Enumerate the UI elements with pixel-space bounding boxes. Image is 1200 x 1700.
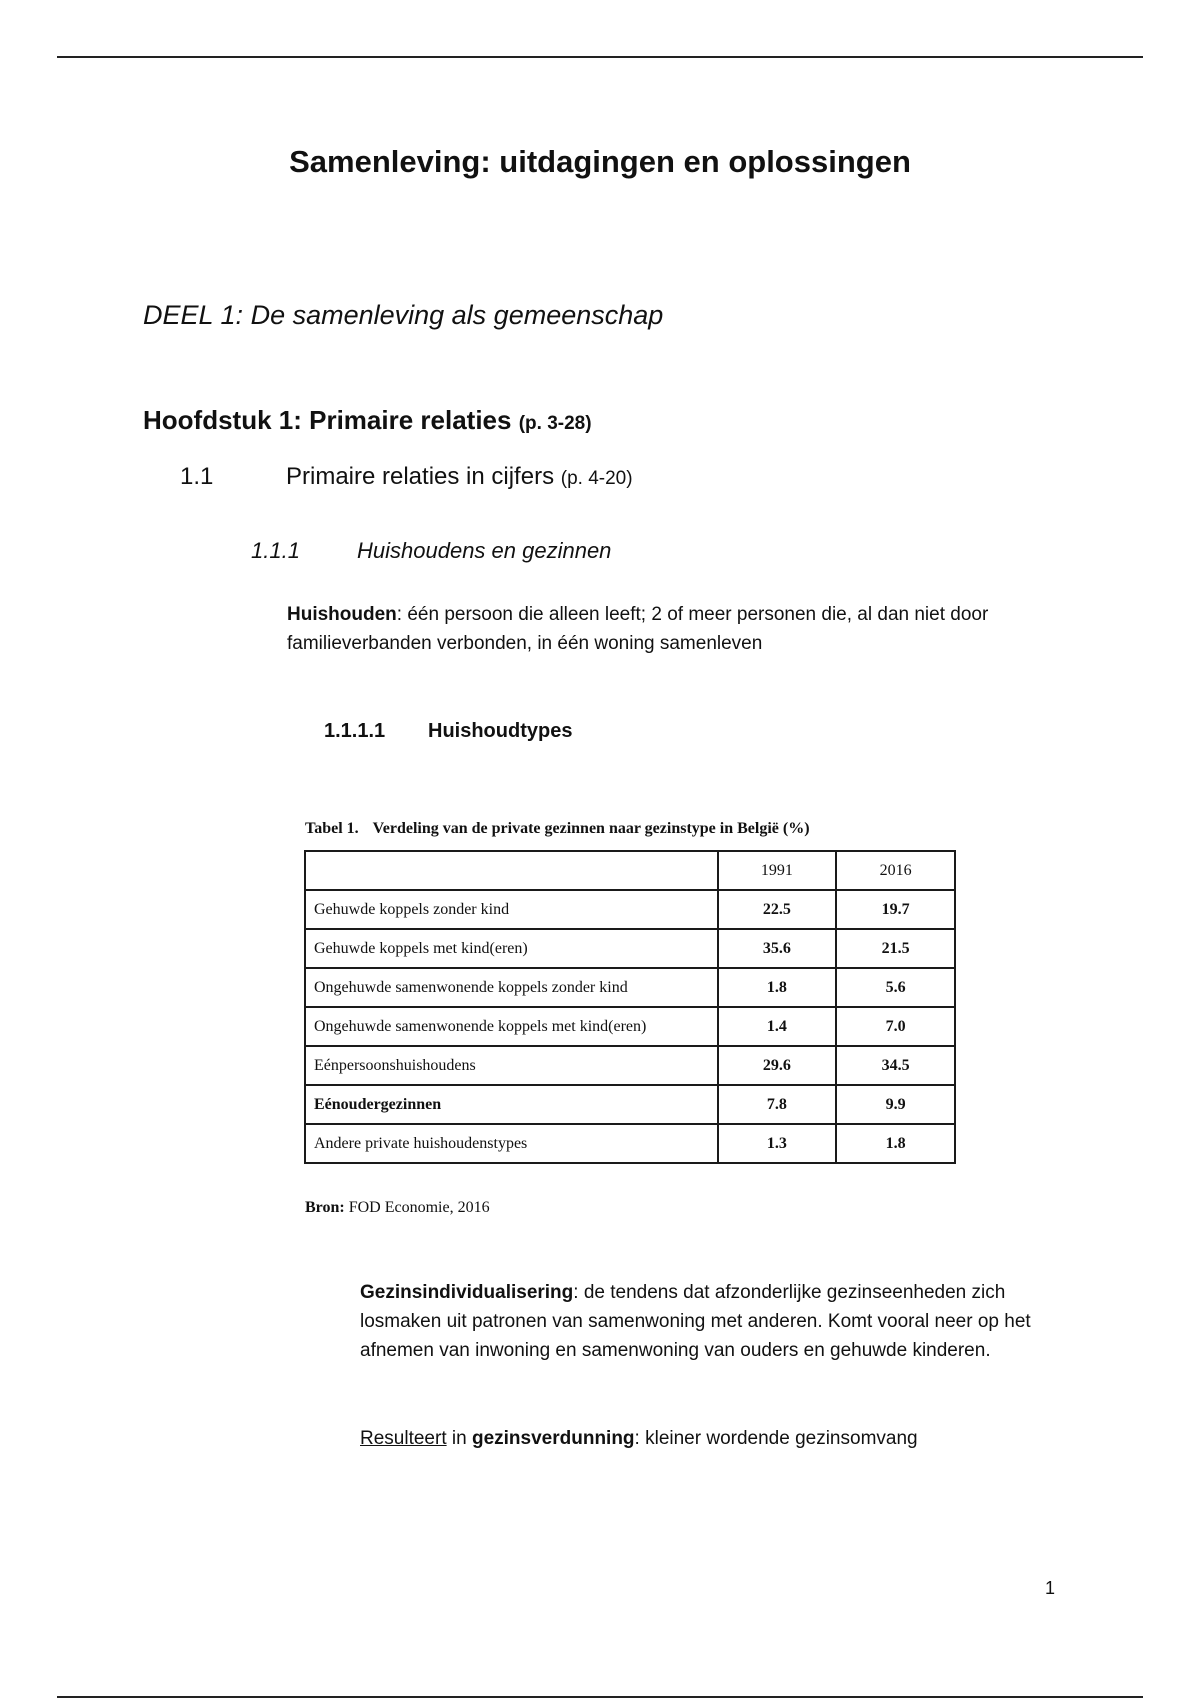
table-source <box>305 1199 490 1217</box>
table-label: Tabel 1. <box>305 820 359 837</box>
table-cell-1991: 35.6 <box>718 929 837 968</box>
table-cell-1991: 22.5 <box>718 890 837 929</box>
table-header-1991: 1991 <box>718 851 837 890</box>
subsection-heading <box>251 538 611 564</box>
individualisation-definition <box>360 1278 1060 1365</box>
table-cell-2016: 7.0 <box>836 1007 955 1046</box>
household-definition <box>287 600 1087 658</box>
table-header-empty <box>305 851 718 890</box>
table-cell-1991: 1.3 <box>718 1124 837 1163</box>
household-text: : één persoon die alleen leeft; 2 of meer personen die, al dan niet door familieverbanden verbonden, in één woning samenleven <box>287 604 989 654</box>
table-cell-category: Eénpersoonshuishoudens <box>305 1046 718 1085</box>
table-cell-1991: 1.4 <box>718 1007 837 1046</box>
document-title: Samenleving: uitdagingen en oplossingen <box>289 144 911 179</box>
table-cell-category: Eénoudergezinnen <box>305 1085 718 1124</box>
table-row <box>305 968 955 1007</box>
subsection-title: Huishoudens en gezinnen <box>357 538 612 563</box>
chapter-pages: (p. 3-28) <box>518 413 592 434</box>
top-rule <box>57 56 1143 58</box>
subsubsection-heading <box>324 720 572 743</box>
table-cell-category: Ongehuwde samenwonende koppels zonder kind <box>305 968 718 1007</box>
source-text: FOD Economie, 2016 <box>348 1199 490 1216</box>
result-connector: in <box>446 1428 472 1449</box>
result-lead: Resulteert <box>360 1428 447 1449</box>
table-row <box>305 1007 955 1046</box>
section-title: Primaire relaties in cijfers <box>286 463 555 490</box>
table-cell-category: Andere private huishoudenstypes <box>305 1124 718 1163</box>
table-cell-1991: 29.6 <box>718 1046 837 1085</box>
table-row <box>305 890 955 929</box>
result-term: gezinsverdunning <box>471 1428 635 1449</box>
table-cell-2016: 19.7 <box>836 890 955 929</box>
table-cell-2016: 5.6 <box>836 968 955 1007</box>
table-row <box>305 929 955 968</box>
table-cell-category: Ongehuwde samenwonende koppels met kind(eren) <box>305 1007 718 1046</box>
table-cell-2016: 34.5 <box>836 1046 955 1085</box>
individualisation-term: Gezinsindividualisering <box>360 1282 574 1303</box>
table-header-2016: 2016 <box>836 851 955 890</box>
table-row <box>305 1124 955 1163</box>
table-cell-1991: 7.8 <box>718 1085 837 1124</box>
section-heading <box>180 463 633 491</box>
individualisation-text: : de tendens dat afzonderlijke gezinseenheden zich losmaken uit patronen van samenwoning met anderen. Komt vooral neer op het afnemen van inwoning en samenwoning van ouders en gehuwde kinderen. <box>360 1282 1031 1361</box>
household-term: Huishouden <box>287 604 397 625</box>
table-cell-2016: 1.8 <box>836 1124 955 1163</box>
table-header-row <box>305 851 955 890</box>
table-row <box>305 1085 955 1124</box>
table-cell-2016: 21.5 <box>836 929 955 968</box>
part-title: DEEL 1: De samenleving als gemeenschap <box>143 300 664 330</box>
table-cell-2016: 9.9 <box>836 1085 955 1124</box>
table-cell-category: Gehuwde koppels met kind(eren) <box>305 929 718 968</box>
household-types-table <box>304 850 956 1164</box>
bottom-rule <box>57 1696 1143 1698</box>
result-paragraph <box>360 1424 1060 1453</box>
chapter-title: Hoofdstuk 1: Primaire relaties <box>143 405 512 435</box>
table-row <box>305 1046 955 1085</box>
section-number: 1.1 <box>180 463 214 490</box>
table-caption <box>305 820 810 838</box>
subsubsection-title: Huishoudtypes <box>428 720 573 742</box>
subsection-number: 1.1.1 <box>251 538 300 563</box>
subsubsection-number: 1.1.1.1 <box>324 720 386 742</box>
page-number: 1 <box>1045 1578 1056 1598</box>
section-pages: (p. 4-20) <box>560 468 633 489</box>
source-label: Bron: <box>305 1199 345 1216</box>
chapter-heading <box>143 405 592 436</box>
result-text: : kleiner wordende gezinsomvang <box>634 1428 918 1449</box>
table-caption-text: Verdeling van de private gezinnen naar gezinstype in België (%) <box>372 820 810 837</box>
table-cell-1991: 1.8 <box>718 968 837 1007</box>
table-cell-category: Gehuwde koppels zonder kind <box>305 890 718 929</box>
